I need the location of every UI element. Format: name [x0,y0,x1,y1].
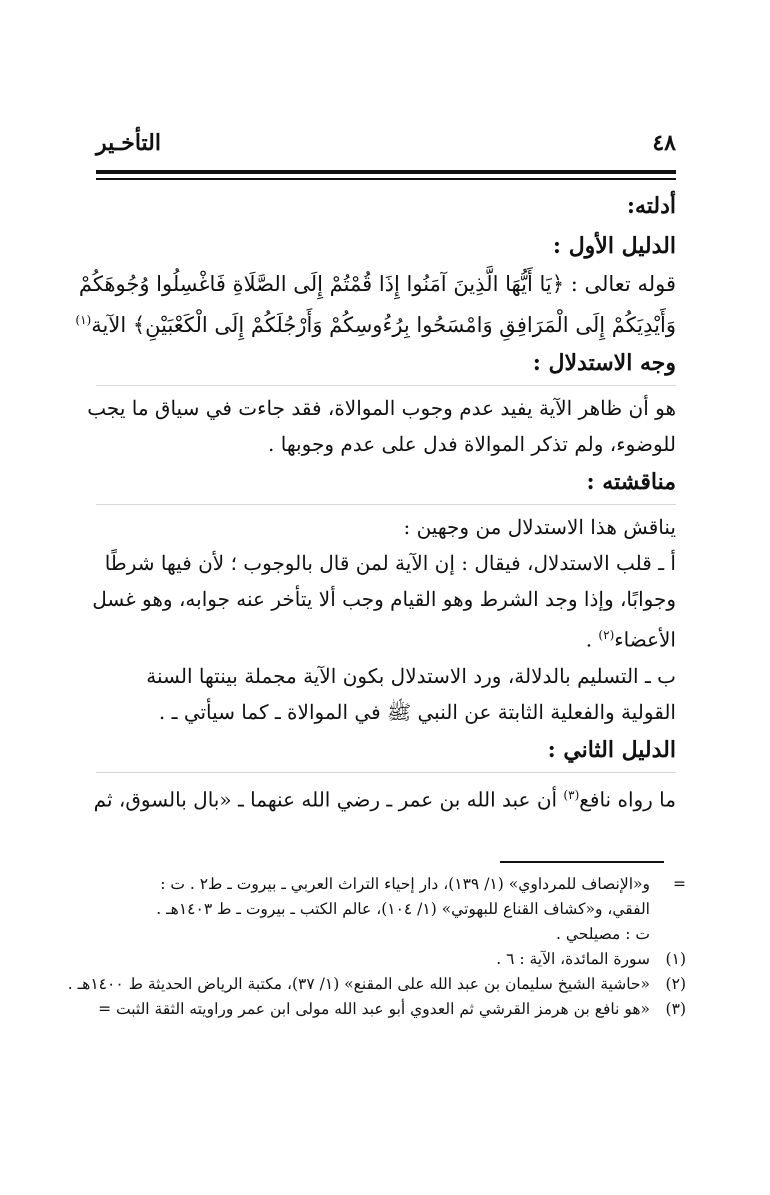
quran-verse-line-2 [75,302,676,343]
footnotes [67,872,686,1022]
footnote [67,972,686,997]
paragraph-line: يناقش هذا الاستدلال من وجهين : [403,515,676,539]
footnote [86,947,686,972]
footnote-ref-2: (٢) [598,628,615,642]
inference-heading: وجه الاستدلال : [532,350,676,376]
section-heading-evidence: أدلته: [626,193,676,219]
footnote [86,897,686,922]
footnote-ref-3: (٣) [563,787,580,802]
footnote-text: الفقي، و«كشاف القناع للبهوتي» (١/ ١٠٤)، عالم الكتب ـ بيروت ـ ط ١٤٠٣هـ . [156,900,650,918]
footnote-text: «حاشية الشيخ سليمان بن عبد الله على المقنع» (١/ ٣٧)، مكتبة الرياض الحديثة ط ١٤٠٠هـ . [67,975,650,993]
paragraph-line: وجوابًا، وإذا وجد الشرط وهو القيام وجب ألا يتأخر عنه جوابه، وهو غسل [92,587,676,611]
paragraph-line: هو أن ظاهر الآية يفيد عدم وجوب الموالاة، فقد جاءت في سياق ما يجب [87,396,676,420]
divider [96,385,676,386]
footnote-text: و«الإنصاف للمرداوي» (١/ ١٣٩)، دار إحياء التراث العربي ـ بيروت ـ ط٢ . ت : [160,875,650,893]
paragraph-text: الأعضاء [614,627,676,652]
footnote [86,922,686,947]
footnote-marker: (٣) [665,1000,686,1018]
header-rule-thick [96,170,676,174]
quran-verse-text: وَأَيْدِيَكُمْ إِلَى الْمَرَافِقِ وَامْسَحُوا بِرُءُوسِكُمْ وَأَرْجُلَكُمْ إِلَى الْكَعْبَيْنِ﴾ الآية [91,313,676,337]
footnote-ref-1: (١) [75,313,92,327]
page-number: ٤٨ [652,130,676,156]
footnote-text: سورة المائدة، الآية : ٦ . [496,950,650,968]
footnote-text: «هو نافع بن هرمز القرشي ثم العدوي أبو عبد الله مولى ابن عمر وراويته الثقة الثبت = [98,1000,650,1018]
footnote [86,872,686,897]
running-title: التأخـير [96,130,161,156]
paragraph-line: أ ـ قلب الاستدلال، فيقال : إن الآية لمن قال بالوجوب ؛ لأن فيها شرطًا [104,551,676,575]
header-rule-thin [96,178,676,180]
page-header [96,130,676,160]
footnote-marker: (٢) [665,975,686,993]
paragraph-text-rest: أن عبد الله بن عمر ـ رضي الله عنهما ـ «بال بالسوق، ثم [93,787,564,812]
main-text [75,186,676,817]
quran-verse-line-1: قوله تعالى : ﴿يَا أَيُّهَا الَّذِينَ آمَنُوا إِذَا قُمْتُمْ إِلَى الصَّلَاةِ فَاغْسِلُوا وُجُوهَكُمْ [78,272,676,296]
paragraph-text-end: . [585,627,599,652]
paragraph-line: القولية والفعلية الثابتة عن النبي ﷺ في الموالاة ـ كما سيأتي ـ . [158,699,676,724]
footnote-separator [500,861,664,863]
footnote-marker: (١) [665,950,686,968]
paragraph-line: للوضوء، ولم تذكر الموالاة فدل على عدم وجوبها . [268,432,676,456]
discussion-heading: مناقشته : [586,469,676,495]
footnote-marker: = [673,875,686,893]
footnote-text: ت : مصيلحي . [556,925,650,943]
paragraph-line: ب ـ التسليم بالدلالة، ورد الاستدلال بكون الآية مجملة بينتها السنة [146,663,676,688]
divider [96,772,676,773]
first-evidence-heading: الدليل الأول : [552,233,676,259]
paragraph-text: ما رواه نافع [579,787,676,812]
footnote [86,997,686,1022]
divider [96,504,676,505]
paragraph-line [93,777,676,818]
paragraph-line [96,617,676,658]
second-evidence-heading: الدليل الثاني : [547,736,676,763]
